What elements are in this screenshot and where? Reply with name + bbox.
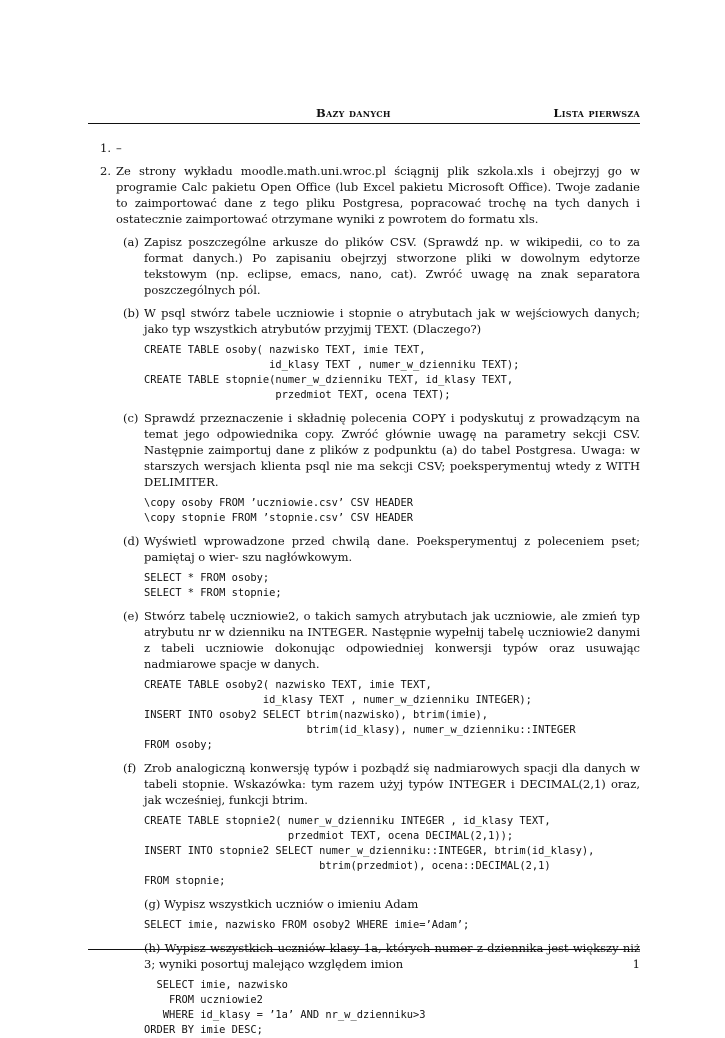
subexercise-e bbox=[116, 608, 640, 753]
subexercise-b bbox=[116, 305, 640, 403]
subexercise-text: Zapisz poszczególne arkusze do plików CSV. (Sprawdź np. w wikipedii, co to za format danych.) Po zapisaniu obejrzyj stworzone pliki w dowolnym edytorze tekstowym (np. eclipse, emacs, nano, cat). Zwróć uwagę na znak separatora poszczególnych pól. bbox=[144, 235, 640, 297]
subexercise-text: Sprawdź przeznaczenie i składnię polecenia COPY i podyskutuj z prowadzącym na temat jego odpowiednika copy. Zwróć głównie uwagę na parametry sekcji CSV. Następnie zaimportuj dane z plików z podpunktu (a) do tabel Postgresa. Uwaga: w starszych wersjach klienta psql nie ma sekcji CSV; poeksperymentuj wtedy z WITH DELIMITER. bbox=[144, 411, 640, 489]
subexercise-c bbox=[116, 410, 640, 526]
running-header bbox=[88, 106, 640, 122]
exercise-number: 1. bbox=[100, 141, 111, 155]
subexercise-text: Stwórz tabelę uczniowie2, o takich samych atrybutach jak uczniowie, ale zmień typ atrybutu nr w dzienniku na INTEGER. Następnie wypełnij tabelę uczniowie2 danymi z tabeli uczniowie dokonując odpowiedniej konwersji typów oraz usuwając nadmiarowe spacje w danych. bbox=[144, 609, 640, 671]
subexercise-label: (d) bbox=[123, 534, 140, 548]
subexercise-label: (c) bbox=[123, 411, 139, 425]
footer-rule bbox=[88, 949, 640, 950]
code-block: CREATE TABLE stopnie2( numer_w_dzienniku INTEGER , id_klasy TEXT, przedmiot TEXT, ocena DECIMAL(2,1)); INSERT INTO stopnie2 SELECT numer_w_dzienniku::INTEGER, btrim(id_klasy), btrim(przedmiot), ocena::DECIMAL(2,1) FROM stopnie; bbox=[144, 815, 595, 887]
subexercise-d bbox=[116, 533, 640, 601]
subexercise-f bbox=[116, 760, 640, 1038]
subexercise-label: (e) bbox=[123, 609, 139, 623]
subexercise-text: Wyświetl wprowadzone przed chwilą dane. Poeksperymentuj z poleceniem pset; pamiętaj o wier- szu nagłówkowym. bbox=[144, 534, 640, 564]
subexercise-g-text: (g) Wypisz wszystkich uczniów o imieniu Adam bbox=[144, 897, 419, 911]
subexercise-label: (a) bbox=[123, 235, 139, 249]
code-block: \copy osoby FROM ’uczniowie.csv’ CSV HEADER \copy stopnie FROM ’stopnie.csv’ CSV HEADER bbox=[144, 497, 413, 524]
code-block: SELECT imie, nazwisko FROM uczniowie2 WHERE id_klasy = ’1a’ AND nr_w_dzienniku>3 ORDER BY imie DESC; bbox=[144, 979, 426, 1036]
subexercise-label: (b) bbox=[123, 306, 140, 320]
exercise-number: 2. bbox=[100, 164, 111, 178]
page-number: 1 bbox=[632, 957, 640, 971]
subexercise-text: W psql stwórz tabele uczniowie i stopnie o atrybutach jak w wejściowych danych; jako typ wszystkich atrybutów przyjmij TEXT. (Dlaczego?) bbox=[144, 306, 640, 336]
header-rule bbox=[88, 123, 640, 124]
code-block: SELECT * FROM osoby; SELECT * FROM stopnie; bbox=[144, 572, 282, 599]
document-body bbox=[88, 140, 640, 1038]
subexercise-label: (f) bbox=[123, 761, 137, 775]
exercise-text: Ze strony wykładu moodle.math.uni.wroc.pl ściągnij plik szkola.xls i obejrzyj go w programie Calc pakietu Open Office (lub Excel pakietu Microsoft Office). Twoje zadanie to zaimportować dane z tego pliku Postgresa, popracować trochę na tych danych i ostatecznie zaimportować otrzymane wyniki z powrotem do formatu xls. bbox=[116, 164, 640, 226]
exercise-text: – bbox=[116, 141, 122, 155]
code-block: SELECT imie, nazwisko FROM osoby2 WHERE imie=’Adam’; bbox=[144, 919, 470, 931]
list-title: Lista pierwsza bbox=[553, 106, 640, 120]
subexercise-a bbox=[116, 234, 640, 298]
subexercise-text: Zrob analogiczną konwersję typów i pozbądź się nadmiarowych spacji dla danych w tabeli stopnie. Wskazówka: tym razem użyj typów INTEGER i DECIMAL(2,1) oraz, jak wcześniej, funkcji btrim. bbox=[144, 761, 640, 807]
code-block: CREATE TABLE osoby( nazwisko TEXT, imie TEXT, id_klasy TEXT , numer_w_dzienniku TEXT); CREATE TABLE stopnie(numer_w_dzienniku TEXT, id_klasy TEXT, przedmiot TEXT, ocena TEXT); bbox=[144, 344, 520, 401]
subexercise-h-text: (h) Wypisz wszystkich uczniów klasy 1a, których numer z dziennika jest większy niż 3; wyniki posortuj malejąco względem imion bbox=[144, 941, 640, 971]
exercise-1 bbox=[88, 140, 640, 156]
course-title: Bazy danych bbox=[316, 106, 391, 120]
exercise-2 bbox=[88, 163, 640, 1038]
code-block: CREATE TABLE osoby2( nazwisko TEXT, imie TEXT, id_klasy TEXT , numer_w_dzienniku INTEGER); INSERT INTO osoby2 SELECT btrim(nazwisko), btrim(imie), btrim(id_klasy), numer_w_dzienniku::INTEGER FROM osoby; bbox=[144, 679, 576, 751]
